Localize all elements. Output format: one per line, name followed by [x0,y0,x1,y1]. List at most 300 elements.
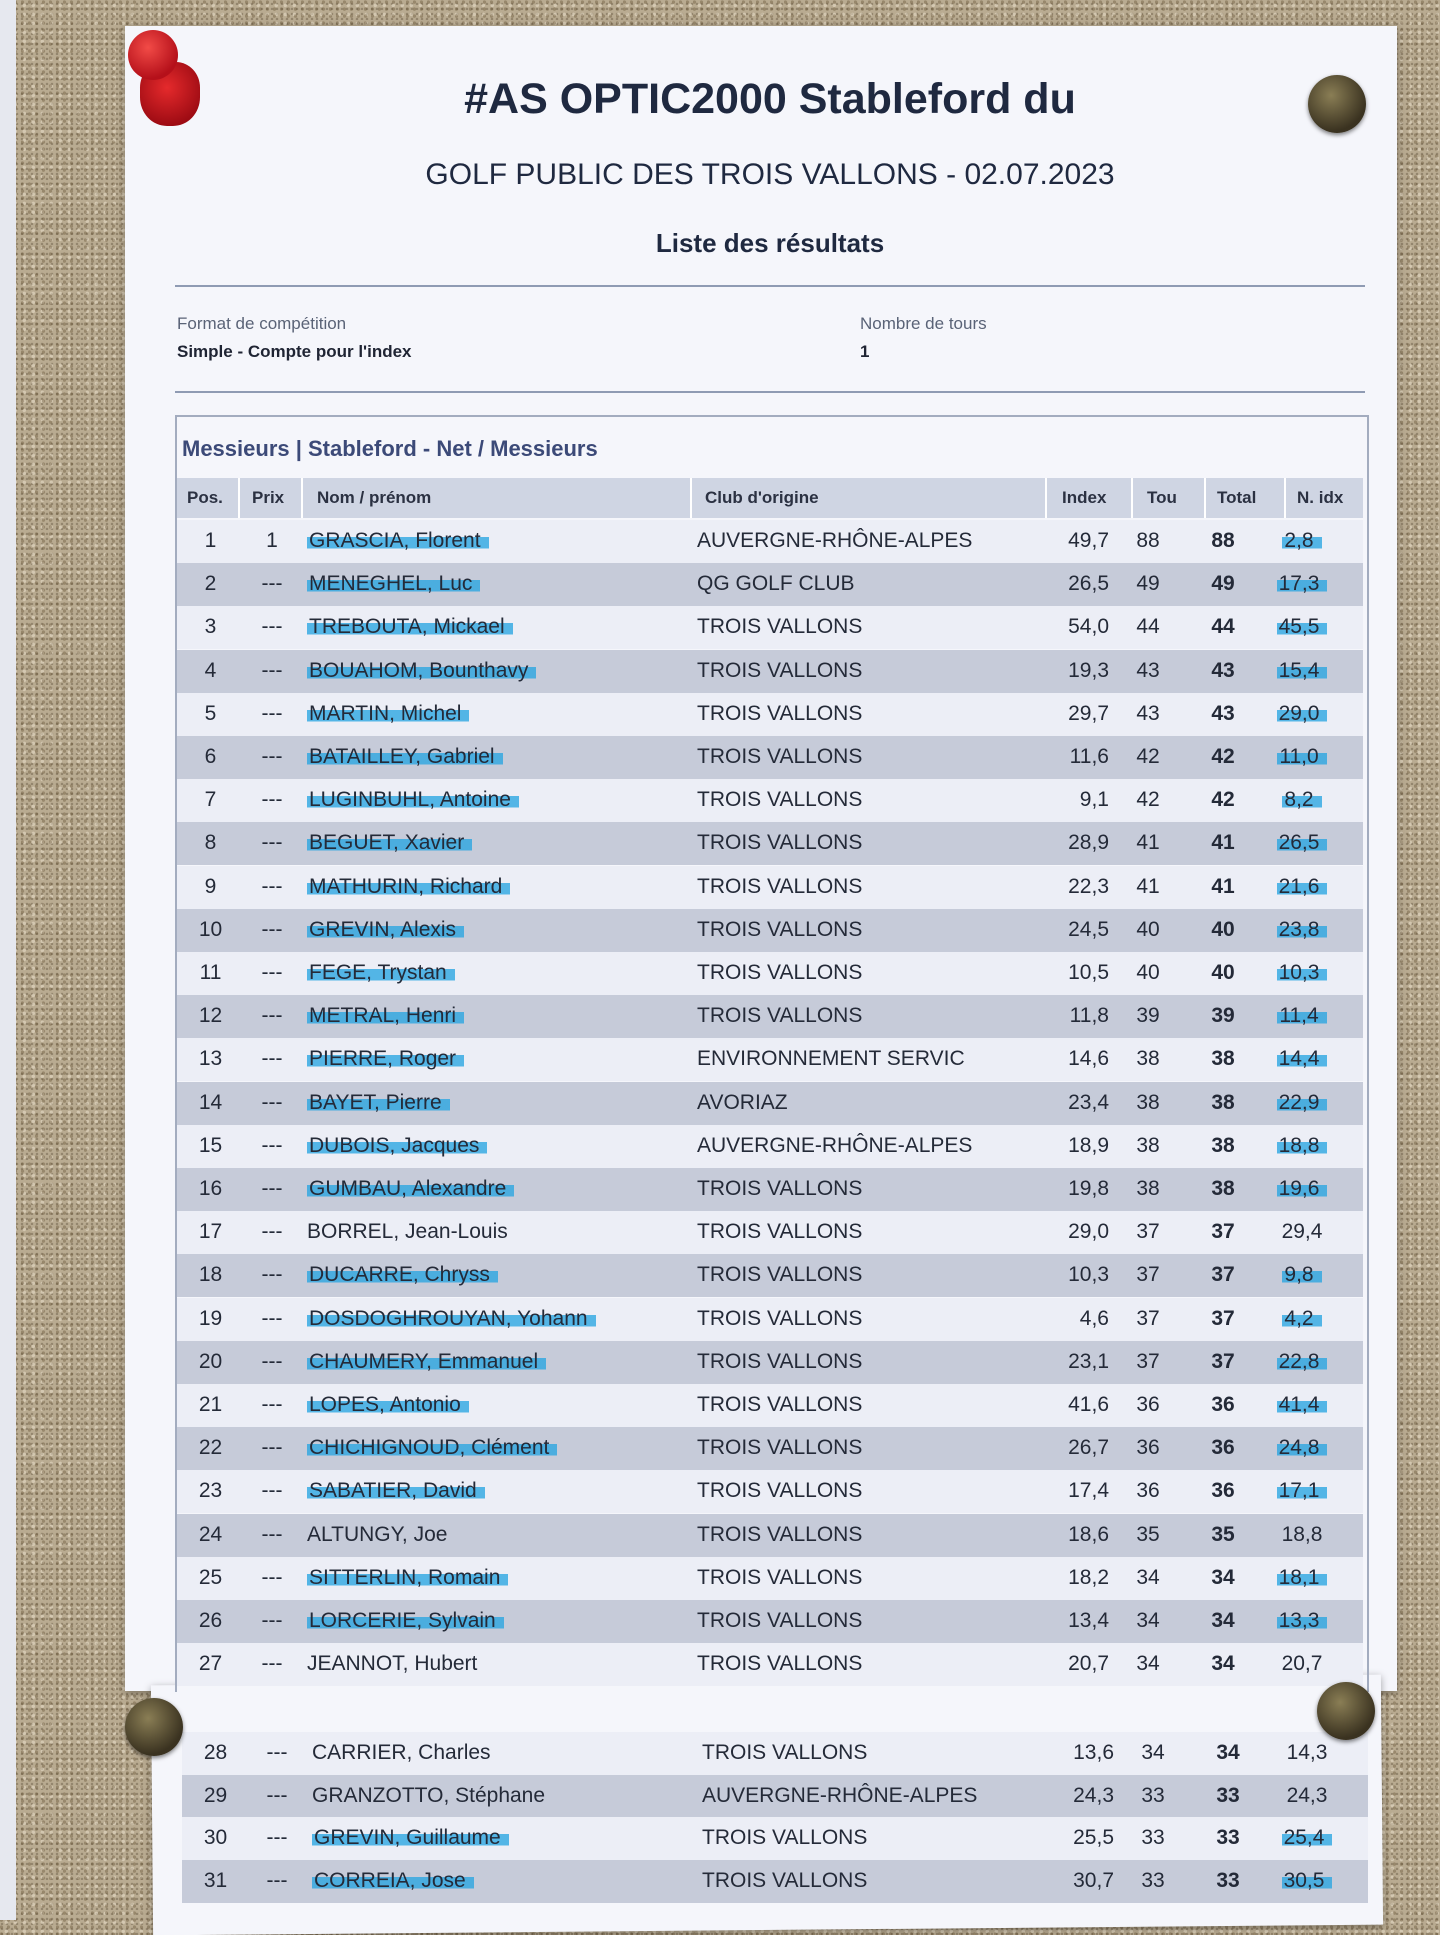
cell-total: 34 [1216,1741,1240,1764]
format-value: Simple - Compte pour l'index [177,342,412,361]
cell-pos: 23 [198,1479,223,1503]
cell-nidx [1262,659,1342,683]
cell-tou: 33 [1141,1783,1165,1807]
cell-total: 41 [1211,831,1235,855]
highlighter-mark: 8,2 [1282,788,1321,811]
cell-club: TROIS VALLONS [697,788,863,812]
cell-name [307,1091,450,1115]
highlighter-mark: DUBOIS, Jacques [307,1134,487,1157]
highlighter-mark: 30,5 [1282,1869,1333,1892]
cell-nidx: 20,7 [1281,1652,1323,1676]
cell-name [312,1869,474,1893]
cell-club: TROIS VALLONS [697,1220,863,1244]
cell-pos: 10 [198,917,223,941]
highlighter-mark: GUMBAU, Alexandre [307,1177,514,1200]
table-row [177,1254,1363,1297]
highlighter-mark: BATAILLEY, Gabriel [307,745,503,768]
cell-club: TROIS VALLONS [702,1741,868,1764]
cell-tou: 43 [1136,658,1160,682]
cell-tou: 40 [1136,917,1160,941]
table-row [177,995,1363,1038]
page-subtitle: GOLF PUBLIC DES TROIS VALLONS - 02.07.2023 [425,158,1115,191]
cell-nidx [1262,1479,1342,1503]
cell-pos: 30 [203,1826,228,1849]
cell-total: 43 [1211,658,1235,682]
cell-club: TROIS VALLONS [697,1177,863,1200]
cell-tou: 41 [1136,831,1160,855]
cell-total: 34 [1211,1652,1235,1676]
cell-pos: 2 [204,572,217,596]
cell-nidx [1262,1134,1342,1158]
cell-tou: 44 [1136,615,1160,639]
highlighter-mark: CHAUMERY, Emmanuel [307,1350,546,1373]
cell-club: TROIS VALLONS [697,1479,863,1503]
highlighter-mark: 11,0 [1277,745,1326,768]
cell-total: 37 [1211,1220,1235,1244]
highlighter-mark: PIERRE, Roger [307,1047,464,1070]
highlighter-mark: 26,5 [1277,831,1328,854]
cell-club: TROIS VALLONS [697,1609,863,1632]
cell-pos: 5 [204,701,217,725]
cell-index: 19,3 [1068,658,1109,682]
cell-prix: --- [261,917,283,941]
format-label: Format de compétition [177,314,347,333]
cell-club: AUVERGNE-RHÔNE-ALPES [702,1783,978,1807]
cell-total: 49 [1211,572,1235,596]
table-row [177,650,1363,693]
highlighter-mark: GREVIN, Alexis [307,918,464,941]
cell-name [307,1350,546,1374]
cell-name [307,1307,596,1331]
cell-prix: --- [261,1177,283,1200]
cell-index: 10,5 [1068,961,1109,984]
cell-name [307,529,489,553]
cell-prix: --- [266,1826,288,1849]
cell-nidx [1262,831,1342,855]
highlighter-mark: 10,3 [1277,961,1328,984]
cell-tou: 42 [1136,788,1160,812]
cell-prix: --- [261,701,283,725]
cell-index: 28,9 [1068,831,1109,855]
highlighter-mark: MATHURIN, Richard [307,875,510,898]
cell-pos: 22 [198,1436,223,1460]
cell-name [307,918,464,942]
cell-tou: 42 [1136,745,1160,768]
cell-index: 25,5 [1073,1826,1114,1849]
cell-tou: 38 [1136,1177,1160,1200]
cell-nidx [1262,918,1342,942]
cell-name [307,1393,469,1417]
adjacent-sheet-edge [0,0,16,1920]
cell-total: 35 [1211,1522,1235,1546]
cell-nidx: 18,8 [1281,1522,1323,1546]
cell-tou: 38 [1136,1090,1160,1114]
cell-name [307,745,503,769]
cell-total: 33 [1216,1826,1240,1849]
rounds-value: 1 [860,342,870,361]
col-header-club: Club d'origine [705,488,819,507]
cell-nidx [1262,1004,1342,1028]
cell-tou: 39 [1136,1004,1160,1028]
highlighter-mark: FEGE, Trystan [307,961,455,984]
cell-prix: --- [261,1652,283,1676]
cell-tou: 88 [1136,529,1160,552]
table-row [177,866,1363,909]
table-row [177,1168,1363,1211]
cell-index: 20,7 [1068,1652,1109,1676]
cell-pos: 13 [198,1047,223,1071]
col-header-index: Index [1062,488,1107,507]
cell-club: TROIS VALLONS [697,1349,863,1373]
table-row [177,1427,1363,1470]
cell-index: 18,2 [1068,1565,1109,1589]
highlighter-mark: LOPES, Antonio [307,1393,469,1416]
cell-tou: 37 [1136,1220,1160,1244]
cell-club: AVORIAZ [697,1090,788,1114]
cell-total: 41 [1211,874,1235,898]
cell-name [307,961,455,985]
cell-pos: 18 [198,1263,223,1287]
table-row [177,1082,1363,1125]
cell-name: ALTUNGY, Joe [307,1522,448,1546]
cell-pos: 19 [198,1306,223,1330]
page-title: #AS OPTIC2000 Stableford du [464,75,1076,123]
cell-total: 36 [1211,1479,1235,1503]
table-row [177,1211,1363,1254]
cell-index: 9,1 [1079,788,1109,812]
cell-total: 42 [1211,745,1235,768]
cell-index: 23,4 [1068,1090,1109,1114]
highlighter-mark: 22,8 [1277,1350,1328,1373]
cell-pos: 21 [198,1393,223,1416]
cell-prix: --- [261,1133,283,1157]
cell-name: BORREL, Jean-Louis [307,1220,508,1244]
cell-pos: 12 [198,1004,223,1028]
cell-name [307,572,480,596]
cell-pos: 25 [198,1565,223,1589]
table-row [177,1125,1363,1168]
table-row [177,1470,1363,1513]
col-header-prix: Prix [252,488,285,507]
cell-prix: --- [261,831,283,855]
cell-prix: --- [261,1565,283,1589]
cell-pos: 15 [198,1133,223,1157]
highlighter-mark: 24,8 [1277,1436,1328,1459]
cell-prix: --- [261,788,283,812]
highlighter-mark: 14,4 [1277,1047,1328,1070]
table-row [182,1817,1368,1860]
highlighter-mark: BEGUET, Xavier [307,831,472,854]
cell-nidx [1262,1350,1342,1374]
cell-tou: 36 [1136,1393,1160,1416]
highlighter-mark: 23,8 [1277,918,1328,941]
cell-nidx [1262,572,1342,596]
highlighter-mark: LORCERIE, Sylvain [307,1609,504,1632]
cell-name [307,1566,508,1590]
cell-club: TROIS VALLONS [697,1306,863,1330]
cell-prix: --- [261,1220,283,1244]
cell-tou: 34 [1136,1609,1160,1632]
cell-nidx [1262,1263,1342,1287]
cell-pos: 20 [198,1349,223,1373]
cell-prix: --- [261,658,283,682]
table-row [182,1860,1368,1903]
cell-name: CARRIER, Charles [312,1741,491,1764]
highlighter-mark: CORREIA, Jose [312,1869,474,1892]
table-row [177,1643,1363,1686]
cell-pos: 4 [204,658,217,682]
cell-tou: 41 [1136,874,1160,898]
divider [175,285,1365,287]
cell-index: 11,6 [1069,745,1109,768]
cell-prix: --- [261,874,283,898]
highlighter-mark: 29,0 [1277,702,1328,725]
highlighter-mark: 41,4 [1277,1393,1328,1416]
cell-club: TROIS VALLONS [697,874,863,898]
table-row [177,1557,1363,1600]
cell-nidx [1267,1869,1347,1893]
cell-nidx [1262,1609,1342,1633]
cell-pos: 1 [204,529,217,552]
cell-name [307,1436,557,1460]
highlighter-mark: 9,8 [1282,1263,1321,1286]
table-row [177,736,1363,779]
table-row [177,1514,1363,1557]
cell-prix: --- [261,1349,283,1373]
highlighter-mark: BAYET, Pierre [307,1091,450,1114]
cell-pos: 11 [199,961,222,984]
cell-nidx: 14,3 [1286,1741,1328,1764]
cell-nidx [1262,1177,1342,1201]
cell-index: 10,3 [1068,1263,1109,1287]
cell-prix: --- [266,1868,288,1892]
cell-prix: --- [261,745,283,768]
cell-pos: 29 [203,1783,228,1807]
cell-nidx [1262,788,1342,812]
cell-nidx [1262,1393,1342,1417]
cell-club: TROIS VALLONS [697,745,863,768]
cell-nidx [1262,1307,1342,1331]
highlighter-mark: SABATIER, David [307,1479,485,1502]
highlighter-mark: CHICHIGNOUD, Clément [307,1436,557,1459]
divider [175,391,1365,393]
cell-club: TROIS VALLONS [697,1436,863,1460]
cell-name [307,1479,485,1503]
table-row [177,1298,1363,1341]
cell-index: 26,7 [1068,1436,1109,1460]
cell-total: 39 [1211,1004,1235,1028]
cell-club: ENVIRONNEMENT SERVIC [697,1047,965,1071]
cell-index: 18,9 [1068,1133,1109,1157]
cell-prix: --- [261,1047,283,1071]
list-title: Liste des résultats [655,228,885,258]
highlighter-mark: MARTIN, Michel [307,702,469,725]
cell-total: 40 [1211,917,1235,941]
cell-pos: 3 [204,615,217,639]
table-row [177,1341,1363,1384]
cell-pos: 26 [198,1609,223,1632]
cell-total: 33 [1216,1783,1240,1807]
highlighter-mark: 15,4 [1277,659,1328,682]
cell-tou: 37 [1136,1349,1160,1373]
cell-total: 33 [1216,1868,1240,1892]
cell-index: 17,4 [1068,1479,1109,1503]
cell-prix: --- [261,1436,283,1460]
cell-prix: --- [261,961,283,984]
cell-nidx [1262,1566,1342,1590]
cell-total: 42 [1211,788,1235,812]
cell-prix: --- [261,615,283,639]
brass-tack-icon [1317,1682,1375,1740]
cell-prix: --- [261,572,283,596]
cell-club: TROIS VALLONS [697,1522,863,1546]
highlighter-mark: 22,9 [1277,1091,1328,1114]
cell-prix: --- [261,1263,283,1287]
rounds-label: Nombre de tours [860,314,987,333]
cell-prix: --- [261,1479,283,1503]
cell-name [307,831,472,855]
cell-tou: 34 [1141,1741,1165,1764]
cell-index: 49,7 [1068,529,1109,552]
cell-nidx [1262,745,1342,769]
cell-club: TROIS VALLONS [697,615,863,639]
highlighter-mark: TREBOUTA, Mickael [307,615,513,638]
cell-total: 37 [1211,1306,1235,1330]
cell-index: 54,0 [1068,615,1109,639]
cell-total: 37 [1211,1349,1235,1373]
cell-name [307,702,469,726]
table-row [182,1732,1368,1775]
brass-tack-icon [1308,75,1366,133]
cell-name [307,875,510,899]
highlighter-mark: 2,8 [1282,529,1321,552]
highlighter-mark: 17,3 [1277,572,1328,595]
cell-tou: 34 [1136,1652,1160,1676]
cell-nidx [1262,702,1342,726]
cell-name [312,1826,509,1850]
cell-pos: 31 [203,1868,228,1892]
cell-name [307,1047,464,1071]
cell-pos: 27 [198,1652,223,1676]
cell-nidx: 24,3 [1286,1783,1328,1807]
cell-nidx [1262,875,1342,899]
highlighter-mark: 45,5 [1277,615,1328,638]
cell-index: 18,6 [1068,1522,1109,1546]
cell-pos: 6 [204,745,217,768]
cell-prix: --- [261,1004,283,1028]
cell-prix: --- [261,1306,283,1330]
cell-index: 23,1 [1068,1349,1109,1373]
highlighter-mark: GRASCIA, Florent [307,529,489,552]
highlighter-mark: SITTERLIN, Romain [307,1566,508,1589]
cell-pos: 28 [203,1741,228,1764]
cell-name [307,1004,464,1028]
brass-tack-icon [125,1698,183,1756]
cell-prix: --- [261,1609,283,1632]
cell-club: TROIS VALLONS [697,917,863,941]
highlighter-mark: 18,8 [1277,1134,1328,1157]
highlighter-mark: 18,1 [1277,1566,1328,1589]
col-header-total: Total [1217,488,1257,507]
cell-tou: 33 [1141,1868,1165,1892]
cell-total: 36 [1211,1436,1235,1460]
cell-index: 26,5 [1068,572,1109,596]
cell-index: 22,3 [1068,874,1109,898]
cell-prix: --- [266,1741,288,1764]
cell-index: 13,6 [1073,1741,1114,1764]
cell-tou: 37 [1136,1306,1160,1330]
cell-club: AUVERGNE-RHÔNE-ALPES [697,529,973,552]
table-row [177,779,1363,822]
cell-total: 37 [1211,1263,1235,1287]
highlighter-mark: 17,1 [1277,1479,1328,1502]
table-row [177,822,1363,865]
highlighter-mark: DUCARRE, Chryss [307,1263,498,1286]
cell-index: 29,0 [1068,1220,1109,1244]
table-row [177,1038,1363,1081]
cell-index: 14,6 [1068,1047,1109,1071]
col-header-nidx: N. idx [1297,488,1344,507]
cell-tou: 33 [1141,1826,1165,1849]
cell-name [307,1134,487,1158]
cell-total: 40 [1211,961,1235,984]
cell-pos: 24 [198,1522,223,1546]
highlighter-mark: 19,6 [1277,1177,1328,1200]
cell-name: GRANZOTTO, Stéphane [312,1783,546,1807]
cell-total: 38 [1211,1177,1235,1200]
cell-club: AUVERGNE-RHÔNE-ALPES [697,1133,973,1157]
cell-name [307,1609,504,1633]
cell-club: TROIS VALLONS [702,1868,868,1892]
table-header [177,478,1363,518]
cell-index: 4,6 [1079,1306,1109,1330]
cell-club: TROIS VALLONS [697,831,863,855]
cell-nidx [1267,1826,1347,1850]
cell-nidx [1262,1091,1342,1115]
table-row [182,1775,1368,1818]
cell-index: 24,3 [1073,1783,1114,1807]
table-row [177,606,1363,649]
highlighter-mark: BOUAHOM, Bounthavy [307,659,536,682]
cell-name [307,659,536,683]
col-header-name: Nom / prénom [317,488,432,507]
cell-club: QG GOLF CLUB [697,572,855,596]
cell-club: TROIS VALLONS [697,1565,863,1589]
cell-nidx [1262,1436,1342,1460]
table-row [177,563,1363,606]
cell-index: 19,8 [1068,1177,1109,1200]
cell-club: TROIS VALLONS [697,1652,863,1676]
col-header-pos: Pos. [187,488,223,507]
cell-index: 29,7 [1068,701,1109,725]
cell-club: TROIS VALLONS [697,961,863,984]
highlighter-mark: 4,2 [1282,1307,1321,1330]
cell-total: 43 [1211,701,1235,725]
cell-club: TROIS VALLONS [702,1826,868,1849]
cell-name [307,615,513,639]
cell-nidx [1262,615,1342,639]
cell-prix: --- [261,1522,283,1546]
col-header-tou: Tou [1147,488,1177,507]
cell-total: 34 [1211,1609,1235,1632]
highlighter-mark: 13,3 [1277,1609,1328,1632]
cell-prix: --- [261,1393,283,1416]
red-pushpin-head-icon [128,30,178,80]
cell-prix: 1 [266,529,278,552]
cell-club: TROIS VALLONS [697,658,863,682]
highlighter-mark: MENEGHEL, Luc [307,572,480,595]
cell-pos: 14 [198,1090,223,1114]
